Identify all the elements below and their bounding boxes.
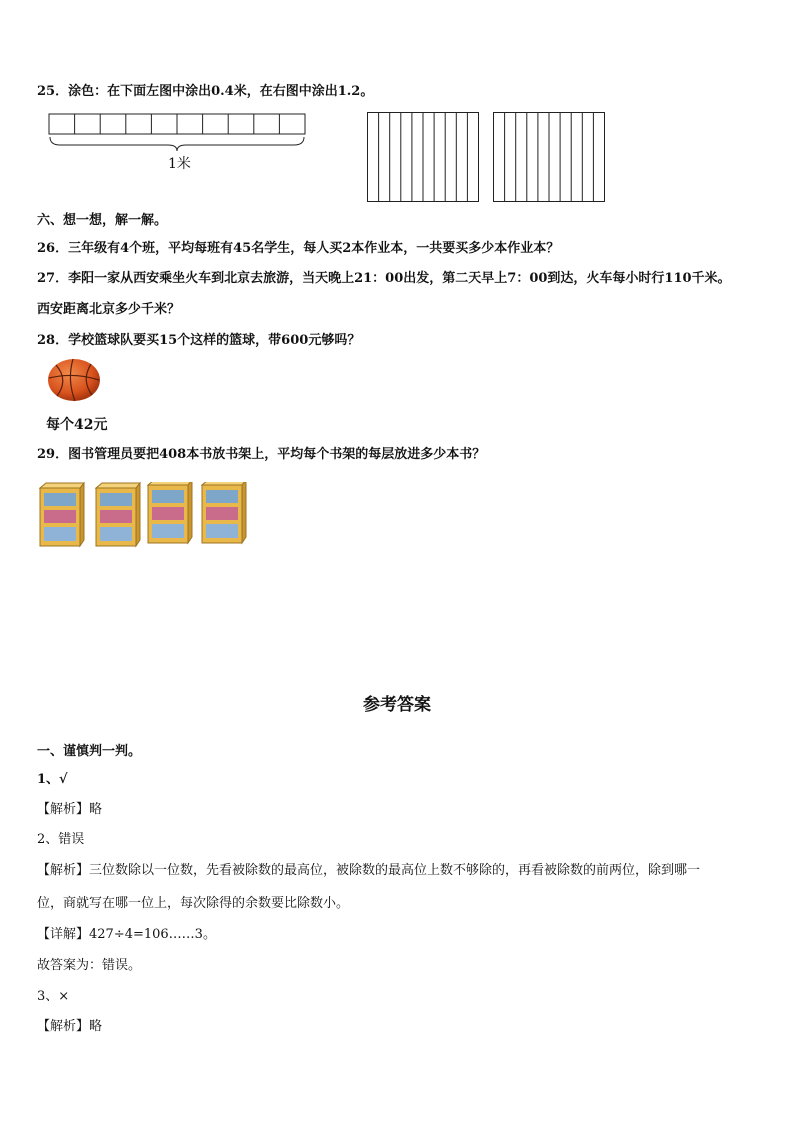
- answer-2-analysis-line2: 位，商就写在哪一位上，每次除得的余数要比除数小。: [37, 896, 350, 911]
- question-25: 25．涂色：在下面左图中涂出0.4米，在右图中涂出1.2。: [37, 84, 374, 99]
- bookshelf-icon: [202, 482, 246, 543]
- basketball-image: [47, 358, 103, 404]
- strip-grid-figure: [367, 112, 607, 204]
- answer-2-detail: 【详解】427÷4=106……3。: [37, 927, 216, 942]
- bookshelf-icon: [96, 483, 140, 546]
- ruler-label: 1米: [168, 156, 191, 172]
- answer-1-analysis: 【解析】略: [37, 802, 103, 817]
- answer-2: 2、错误: [37, 832, 85, 847]
- answer-3: 3、×: [37, 989, 70, 1004]
- bookshelf-icon: [148, 482, 192, 543]
- question-28: 28．学校篮球队要买15个这样的篮球，带600元够吗？: [37, 333, 361, 348]
- question-27-line1: 27．李阳一家从西安乘坐火车到北京去旅游，当天晚上21：00出发，第二天早上7：00到达，火车每小时行110千米。: [37, 271, 731, 286]
- question-26: 26．三年级有4个班，平均每班有45名学生，每人买2本作业本，一共要买多少本作业本？: [37, 241, 560, 256]
- answer-2-conclusion: 故答案为：错误。: [37, 958, 142, 973]
- brace: [50, 137, 304, 151]
- answers-title: 参考答案: [363, 695, 431, 715]
- question-29: 29．图书管理员要把408本书放书架上，平均每个书架的每层放进多少本书？: [37, 447, 486, 462]
- answer-1: 1、√: [37, 772, 68, 787]
- answer-2-analysis-line1: 【解析】三位数除以一位数，先看被除数的最高位，被除数的最高位上数不够除的，再看被除数的前两位，除到哪一: [37, 863, 701, 878]
- question-27-line2: 西安距离北京多少千米？: [37, 302, 181, 317]
- answers-section-1-heading: 一、谨慎判一判。: [37, 744, 142, 759]
- bookshelves-image: [38, 482, 250, 548]
- section-6-heading: 六、想一想，解一解。: [37, 213, 168, 228]
- bookshelf-icon: [40, 483, 84, 546]
- answer-3-analysis: 【解析】略: [37, 1019, 103, 1034]
- ball-price-caption: 每个42元: [46, 417, 108, 433]
